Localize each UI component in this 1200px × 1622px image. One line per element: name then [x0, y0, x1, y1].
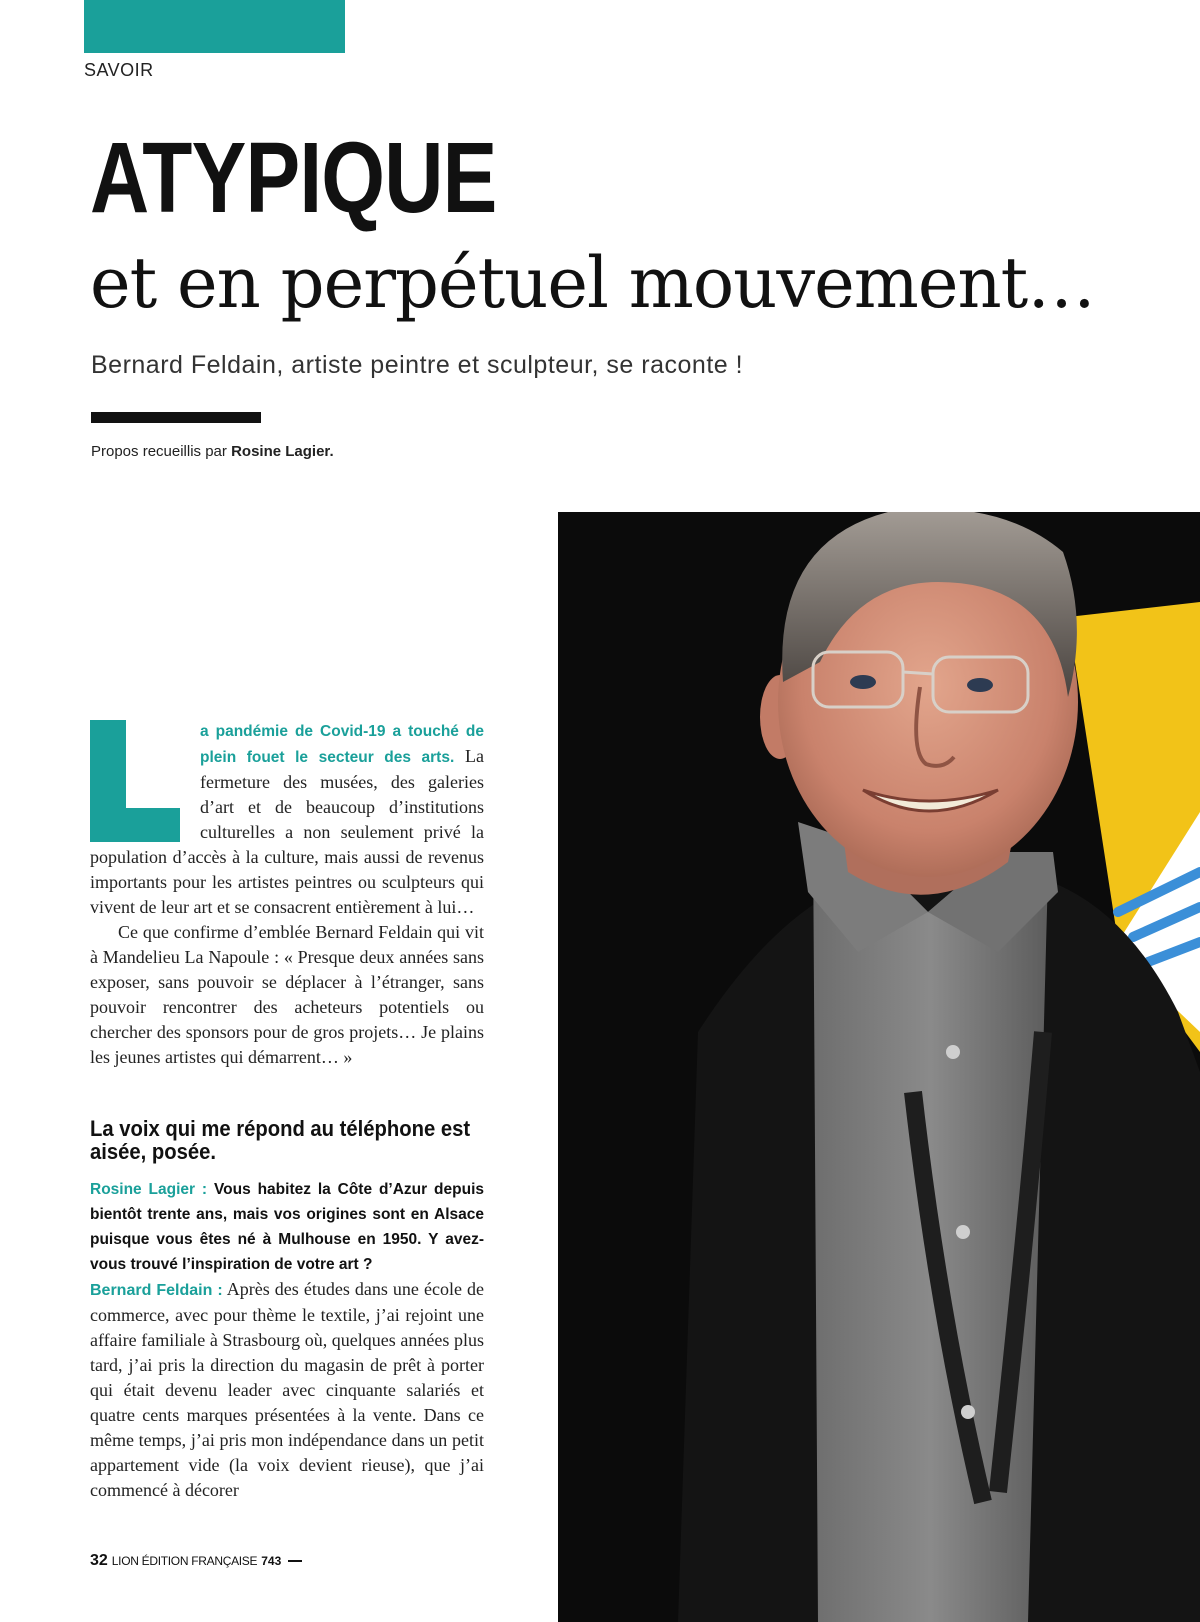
lead-sentence: a pandémie de Covid-19 a touché de plein fouet le secteur des arts.: [200, 723, 484, 766]
footer-dash: [288, 1560, 302, 1562]
answer: [90, 1277, 484, 1503]
question: [90, 1177, 484, 1277]
page-footer: [90, 1552, 302, 1570]
portrait-photo: [558, 512, 1200, 1622]
question-speaker: Rosine Lagier :: [90, 1181, 208, 1198]
byline-author: Rosine Lagier.: [231, 443, 334, 460]
page-number: 32: [90, 1552, 108, 1569]
deck: Bernard Feldain, artiste peintre et sculpteur, se raconte !: [91, 351, 744, 379]
divider-rule: [91, 412, 261, 423]
intro-text: [90, 718, 484, 1070]
portrait-illustration: [558, 512, 1200, 1622]
paragraph-1-text: La fermeture des musées, des galeries d’art et de beaucoup d’institutions culturelles a non seulement privé la population d’accès à la culture, mais aussi de revenus importants pour les artistes peintres ou sculpteurs qui vivent de leur art et se consacrent entièrement à lui…: [90, 746, 484, 917]
headline-title: ATYPIQUE: [90, 122, 497, 234]
byline-prefix: Propos recueillis par: [91, 443, 227, 460]
answer-text: Après des études dans une école de commerce, avec pour thème le textile, j’ai rejoint une affaire familiale à Strasbourg où, quelques années plus tard, j’ai pris la direction du magasin de prêt à porter qui était devenu leader avec cinquante salariés et quatre cents marques présentées à la vente. Dans ce même temps, j’ai pris mon indépendance dans un petit appartement vide (la voix devient rieuse), que j’ai commencé à décorer: [90, 1279, 484, 1500]
interview-block: [90, 1177, 484, 1503]
headline-subtitle: et en perpétuel mouvement…: [90, 242, 1095, 324]
paragraph-2: Ce que confirme d’emblée Bernard Feldain qui vit à Mandelieu La Napoule : « Presque deux années sans exposer, sans pouvoir se déplacer à l’étranger, sans pouvoir rencontrer des acheteurs potentiels ou chercher des sponsors pour de gros projets… Je plains les jeunes artistes qui démarrent… »: [90, 922, 484, 1067]
section-label: SAVOIR: [84, 60, 154, 80]
section-color-bar: [84, 0, 345, 53]
magazine-name: LION ÉDITION FRANÇAISE: [111, 1554, 258, 1568]
answer-speaker: Bernard Feldain :: [90, 1282, 223, 1299]
issue-number: 743: [261, 1554, 282, 1568]
subheading: La voix qui me répond au téléphone est aisée, posée.: [90, 1116, 471, 1164]
byline: [91, 443, 334, 460]
question-text: Vous habitez la Côte d’Azur depuis bientôt trente ans, mais vos origines sont en Alsace puisque vous êtes né à Mulhouse en 1950. Y avez-vous trouvé l’inspiration de votre art ?: [90, 1181, 484, 1273]
drop-cap-space: [90, 718, 200, 844]
